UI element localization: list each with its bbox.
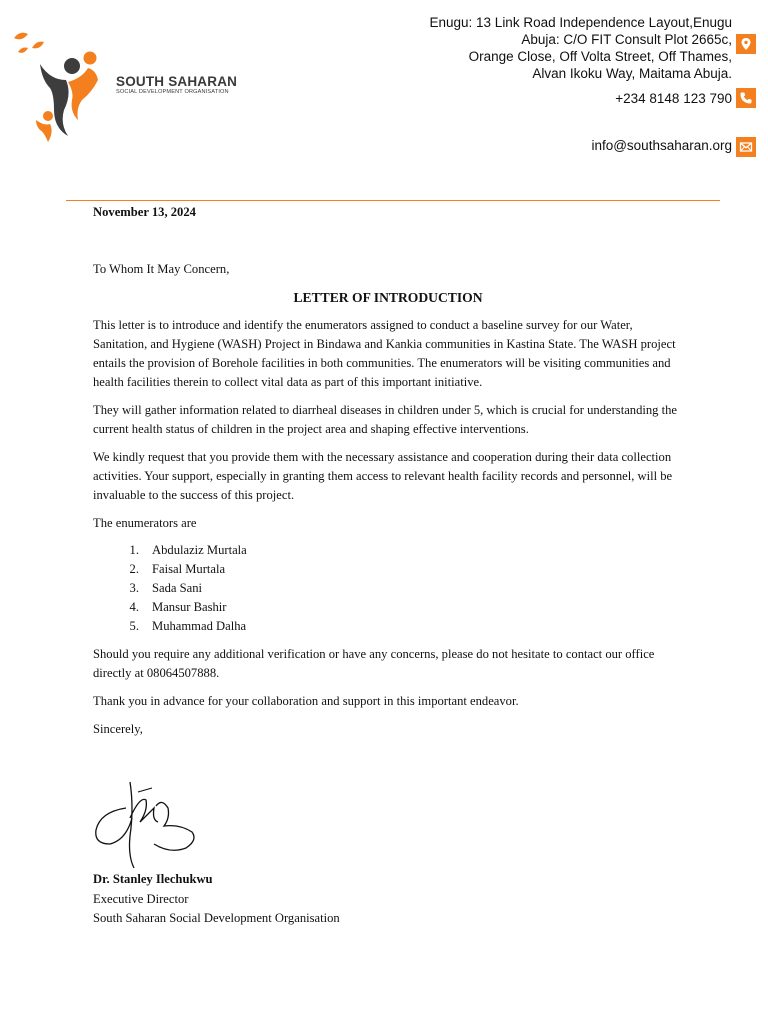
list-item xyxy=(93,617,683,636)
list-number: 2. xyxy=(129,562,139,576)
list-number: 5. xyxy=(129,619,139,633)
address-line: Abuja: C/O FIT Consult Plot 2665c, xyxy=(521,32,732,47)
enumerator-name: Abdulaziz Murtala xyxy=(152,543,247,557)
list-number: 1. xyxy=(129,543,139,557)
list-number: 4. xyxy=(129,600,139,614)
body-paragraph: We kindly request that you provide them with the necessary assistance and cooperation during their data collection activities. Your support, especially in granting them access to relevant health facility records and personnel, will be invaluable to the success of this project. xyxy=(93,450,673,502)
sign-off: Sincerely, xyxy=(93,722,143,736)
mail-icon xyxy=(736,137,756,157)
signatory-role: Executive Director xyxy=(93,891,189,906)
address-block xyxy=(430,14,733,82)
handwritten-signature xyxy=(90,778,210,874)
list-item xyxy=(93,598,683,617)
enumerator-name: Faisal Murtala xyxy=(152,562,226,576)
org-name: SOUTH SAHARAN xyxy=(116,74,238,89)
letter-title: LETTER OF INTRODUCTION xyxy=(293,290,483,305)
enumerators-intro: The enumerators are xyxy=(93,516,197,530)
signature-block xyxy=(93,870,340,929)
closing-paragraph: Should you require any additional verification or have any concerns, please do not hesitate to contact our office directly at 08064507888. xyxy=(93,647,655,680)
enumerator-name: Mansur Bashir xyxy=(152,600,227,614)
location-pin-icon xyxy=(736,34,756,54)
body-paragraph: This letter is to introduce and identify the enumerators assigned to conduct a baseline survey for our Water, Sanitation, and Hygiene (WASH) Project in Bindawa and Kankia communities in Kastina State. The WASH project entails the provision of Borehole facilities in both communities. The enumerators will be visiting communities and health facilities therein to collect vital data as part of this important initiative. xyxy=(93,318,676,389)
list-item xyxy=(93,541,683,560)
email-address[interactable]: info@southsaharan.org xyxy=(591,138,732,153)
closing-paragraph: Thank you in advance for your collaboration and support in this important endeavor. xyxy=(93,694,519,708)
south-saharan-logo xyxy=(10,28,110,148)
phone-number: +234 8148 123 790 xyxy=(615,91,732,106)
list-item xyxy=(93,579,683,598)
enumerator-name: Muhammad Dalha xyxy=(152,619,247,633)
letter-date: November 13, 2024 xyxy=(93,205,196,219)
list-number: 3. xyxy=(129,581,139,595)
header-divider xyxy=(66,200,720,201)
org-subtitle: SOCIAL DEVELOPMENT ORGANISATION xyxy=(116,89,229,95)
address-line: Alvan Ikoku Way, Maitama Abuja. xyxy=(532,66,732,81)
signatory-organisation: South Saharan Social Development Organisation xyxy=(93,911,340,925)
body-paragraph: They will gather information related to diarrheal diseases in children under 5, which is crucial for understanding the current health status of children in the project area and shaping effective interventions. xyxy=(93,403,678,436)
address-line: Enugu: 13 Link Road Independence Layout,Enugu xyxy=(429,15,732,30)
salutation: To Whom It May Concern, xyxy=(93,262,230,276)
signatory-name: Dr. Stanley Ilechukwu xyxy=(93,872,213,886)
address-line: Orange Close, Off Volta Street, Off Thames, xyxy=(468,49,732,64)
letter-body xyxy=(93,203,683,739)
enumerator-list xyxy=(93,541,683,636)
list-item xyxy=(93,560,683,579)
phone-icon xyxy=(736,88,756,108)
enumerator-name: Sada Sani xyxy=(152,581,203,595)
